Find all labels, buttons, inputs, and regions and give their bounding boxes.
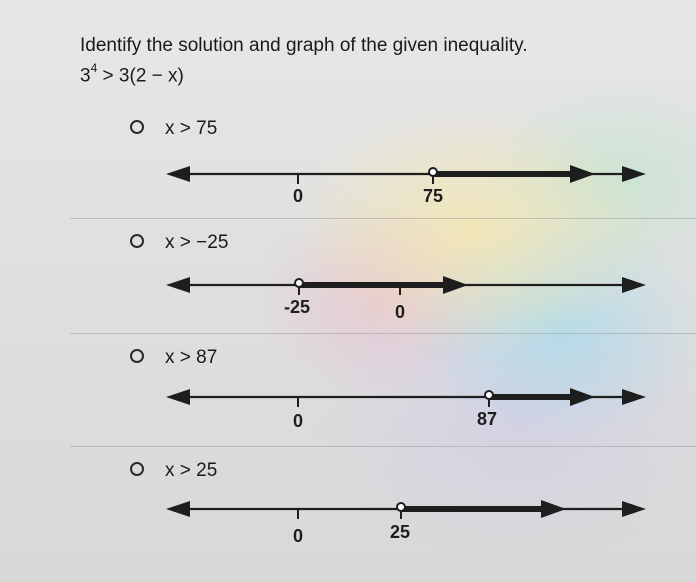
open-endpoint	[397, 503, 405, 511]
given-inequality	[80, 63, 184, 87]
answer-option-1[interactable]	[0, 110, 696, 222]
tick-label: 0	[292, 526, 304, 546]
option-divider	[70, 446, 696, 447]
question-prompt: Identify the solution and graph of the given inequality.	[80, 35, 528, 56]
answer-option-4[interactable]	[0, 450, 696, 562]
right-arrow-icon	[622, 277, 646, 293]
left-arrow-icon	[166, 389, 190, 405]
tick-label: 0	[292, 186, 304, 206]
open-endpoint	[429, 168, 437, 176]
left-arrow-icon	[166, 501, 190, 517]
tick-label: -25	[283, 297, 311, 317]
answer-option-2[interactable]	[0, 222, 696, 334]
right-arrow-icon	[622, 166, 646, 182]
solution-ray-arrow-icon	[570, 388, 595, 406]
open-endpoint	[485, 391, 493, 399]
tick-label: 75	[422, 186, 444, 206]
tick-label: 25	[389, 522, 411, 542]
right-arrow-icon	[622, 389, 646, 405]
solution-ray-arrow-icon	[570, 165, 595, 183]
solution-ray-arrow-icon	[541, 500, 566, 518]
inequality-base: 3	[80, 65, 91, 87]
left-arrow-icon	[166, 166, 190, 182]
option-3-label: x > 87	[165, 347, 218, 368]
number-line-option-1	[0, 110, 696, 222]
option-4-label: x > 25	[165, 460, 218, 481]
number-line-option-4	[0, 450, 696, 562]
option-2-label: x > −25	[165, 232, 229, 253]
tick-label: 87	[476, 409, 498, 429]
answer-option-3[interactable]	[0, 337, 696, 449]
tick-label: 0	[394, 302, 406, 322]
inequality-rest: > 3(2 − x)	[97, 65, 184, 87]
open-endpoint	[295, 279, 303, 287]
left-arrow-icon	[166, 277, 190, 293]
inequality-exponent: 4	[90, 61, 98, 75]
option-divider	[70, 218, 696, 219]
number-line-option-3	[0, 337, 696, 449]
number-line-option-2	[0, 222, 696, 334]
tick-label: 0	[292, 411, 304, 431]
right-arrow-icon	[622, 501, 646, 517]
option-1-label: x > 75	[165, 118, 218, 139]
solution-ray-arrow-icon	[443, 276, 468, 294]
option-divider	[70, 333, 696, 334]
